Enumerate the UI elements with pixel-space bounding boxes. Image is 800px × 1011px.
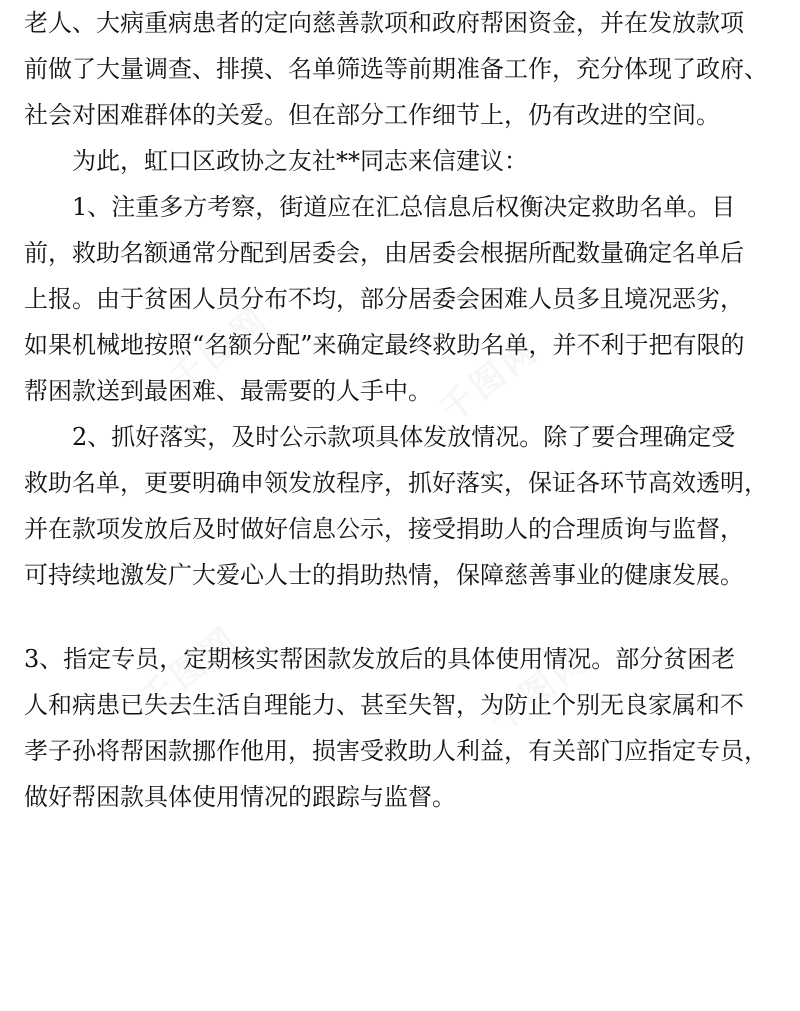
document-body	[24, 0, 784, 820]
text-line: 人和病患已失去生活自理能力、甚至失智，为防止个别无良家属和不	[24, 691, 744, 719]
intro-paragraph	[24, 0, 784, 138]
text-line: 可持续地激发广大爱心人士的捐助热情，保障慈善事业的健康发展。	[24, 561, 744, 589]
text-line: 如果机械地按照“名额分配”来确定最终救助名单，并不利于把有限的	[24, 331, 745, 359]
text-line: 并在款项发放后及时做好信息公示，接受捐助人的合理质询与监督，	[24, 515, 744, 543]
text-line: 老人、大病重病患者的定向慈善款项和政府帮困资金，并在发放款项	[24, 9, 744, 37]
paragraph-gap	[24, 598, 784, 636]
suggestion-item-2	[24, 414, 784, 598]
proposal-paragraph	[24, 138, 784, 184]
watermark: 千图网	[162, 298, 278, 401]
text-line: 孝子孙将帮困款挪作他用，损害受救助人利益，有关部门应指定专员，	[24, 737, 768, 765]
text-line: 前，救助名额通常分配到居委会，由居委会根据所配数量确定名单后	[24, 239, 744, 267]
text-line: 上报。由于贫困人员分布不均，部分居委会困难人员多且境况恶劣，	[24, 285, 744, 313]
text-line: 2、抓好落实，及时公示款项具体发放情况。除了要合理确定受	[72, 423, 736, 451]
text-line: 前做了大量调查、排摸、名单筛选等前期准备工作，充分体现了政府、	[24, 55, 768, 83]
text-line: 3、指定专员，定期核实帮困款发放后的具体使用情况。部分贫困老	[24, 645, 736, 673]
text-line: 1、注重多方考察，街道应在汇总信息后权衡决定救助名单。目	[72, 193, 736, 221]
text-line: 社会对困难群体的关爱。但在部分工作细节上，仍有改进的空间。	[24, 101, 720, 129]
text-line: 为此，虹口区政协之友社**同志来信建议：	[72, 147, 528, 175]
suggestion-item-3	[24, 636, 784, 820]
watermark: 千图网	[132, 618, 248, 721]
watermark: 千图网	[432, 328, 548, 431]
text-line: 做好帮困款具体使用情况的跟踪与监督。	[24, 783, 456, 811]
text-line: 帮困款送到最困难、最需要的人手中。	[24, 377, 432, 405]
text-line: 救助名单，更要明确申领发放程序，抓好落实，保证各环节高效透明，	[24, 469, 768, 497]
watermark: 千图网	[482, 638, 598, 741]
suggestion-item-1	[24, 184, 784, 414]
